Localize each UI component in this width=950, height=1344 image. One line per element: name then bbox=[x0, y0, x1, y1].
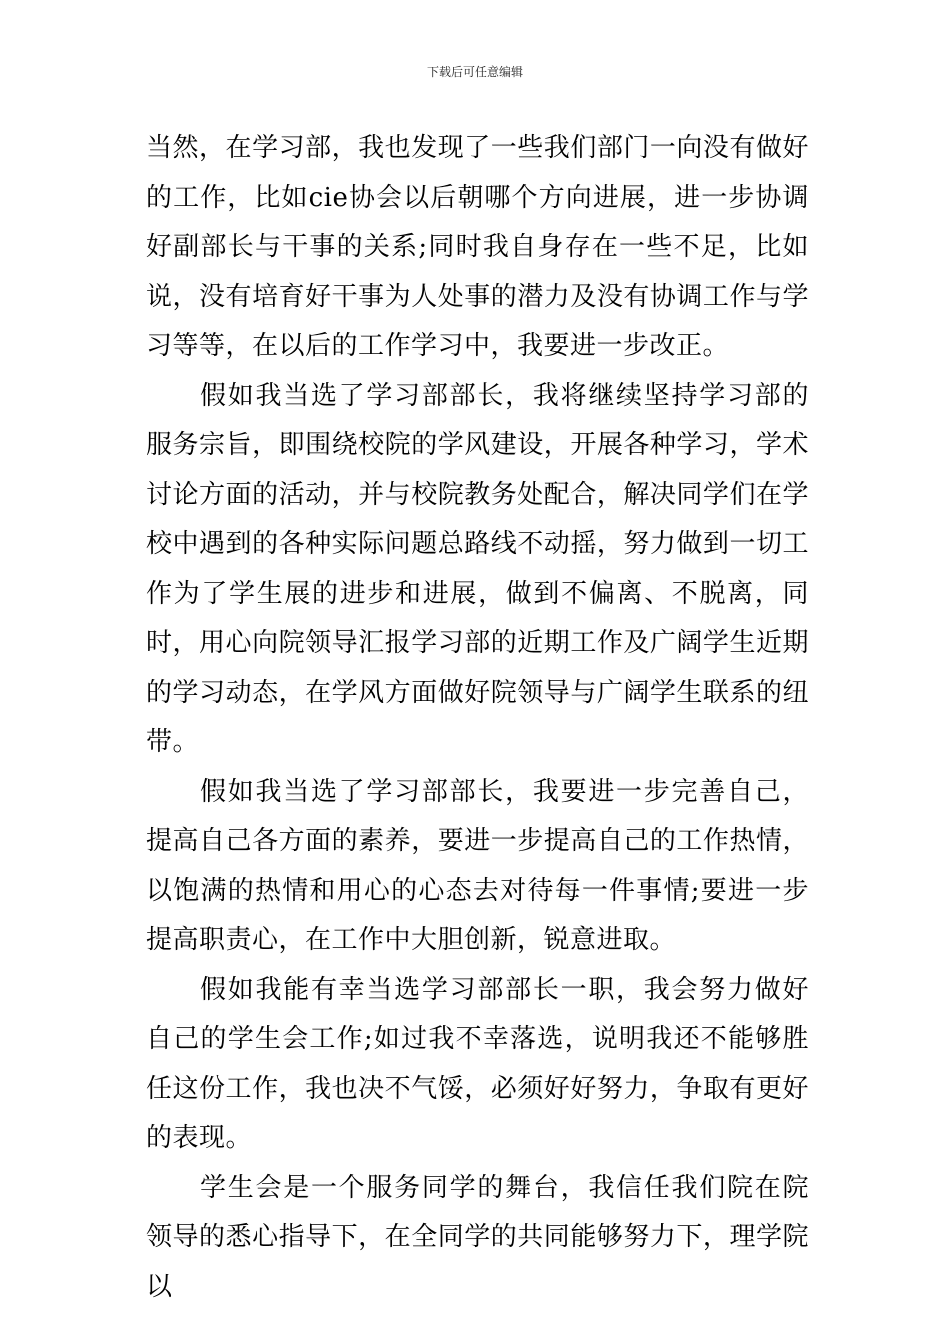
document-body bbox=[146, 124, 809, 1312]
paragraph-2: 假如我当选了学习部部长，我将继续坚持学习部的服务宗旨，即围绕校院的学风建设，开展各种学习，学术讨论方面的活动，并与校院教务处配合，解决同学们在学校中遇到的各种实际问题总路线不动摇，努力做到一切工作为了学生展的进步和进展，做到不偏离、不脱离，同时，用心向院领导汇报学习部的近期工作及广阔学生近期的学习动态，在学风方面做好院领导与广阔学生联系的纽带。 bbox=[146, 380, 809, 757]
paragraph-5: 学生会是一个服务同学的舞台，我信任我们院在院领导的悉心指导下，在全同学的共同能够努力下，理学院以 bbox=[146, 1172, 809, 1302]
paragraph-3: 假如我当选了学习部部长，我要进一步完善自己，提高自己各方面的素养，要进一步提高自己的工作热情，以饱满的热情和用心的心态去对待每一件事情;要进一步提高职责心，在工作中大胆创新，锐意进取。 bbox=[146, 776, 809, 955]
paragraph-4: 假如我能有幸当选学习部部长一职，我会努力做好自己的学生会工作;如过我不幸落选，说明我还不能够胜任这份工作，我也决不气馁，必须好好努力，争取有更好的表现。 bbox=[146, 974, 809, 1153]
page-header: 下载后可任意编辑 bbox=[426, 65, 523, 79]
paragraph-1: 当然，在学习部，我也发现了一些我们部门一向没有做好的工作，比如cie协会以后朝哪个方向进展，进一步协调好副部长与干事的关系;同时我自身存在一些不足，比如说，没有培育好干事为人处事的潜力及没有协调工作与学习等等，在以后的工作学习中，我要进一步改正。 bbox=[146, 133, 809, 361]
